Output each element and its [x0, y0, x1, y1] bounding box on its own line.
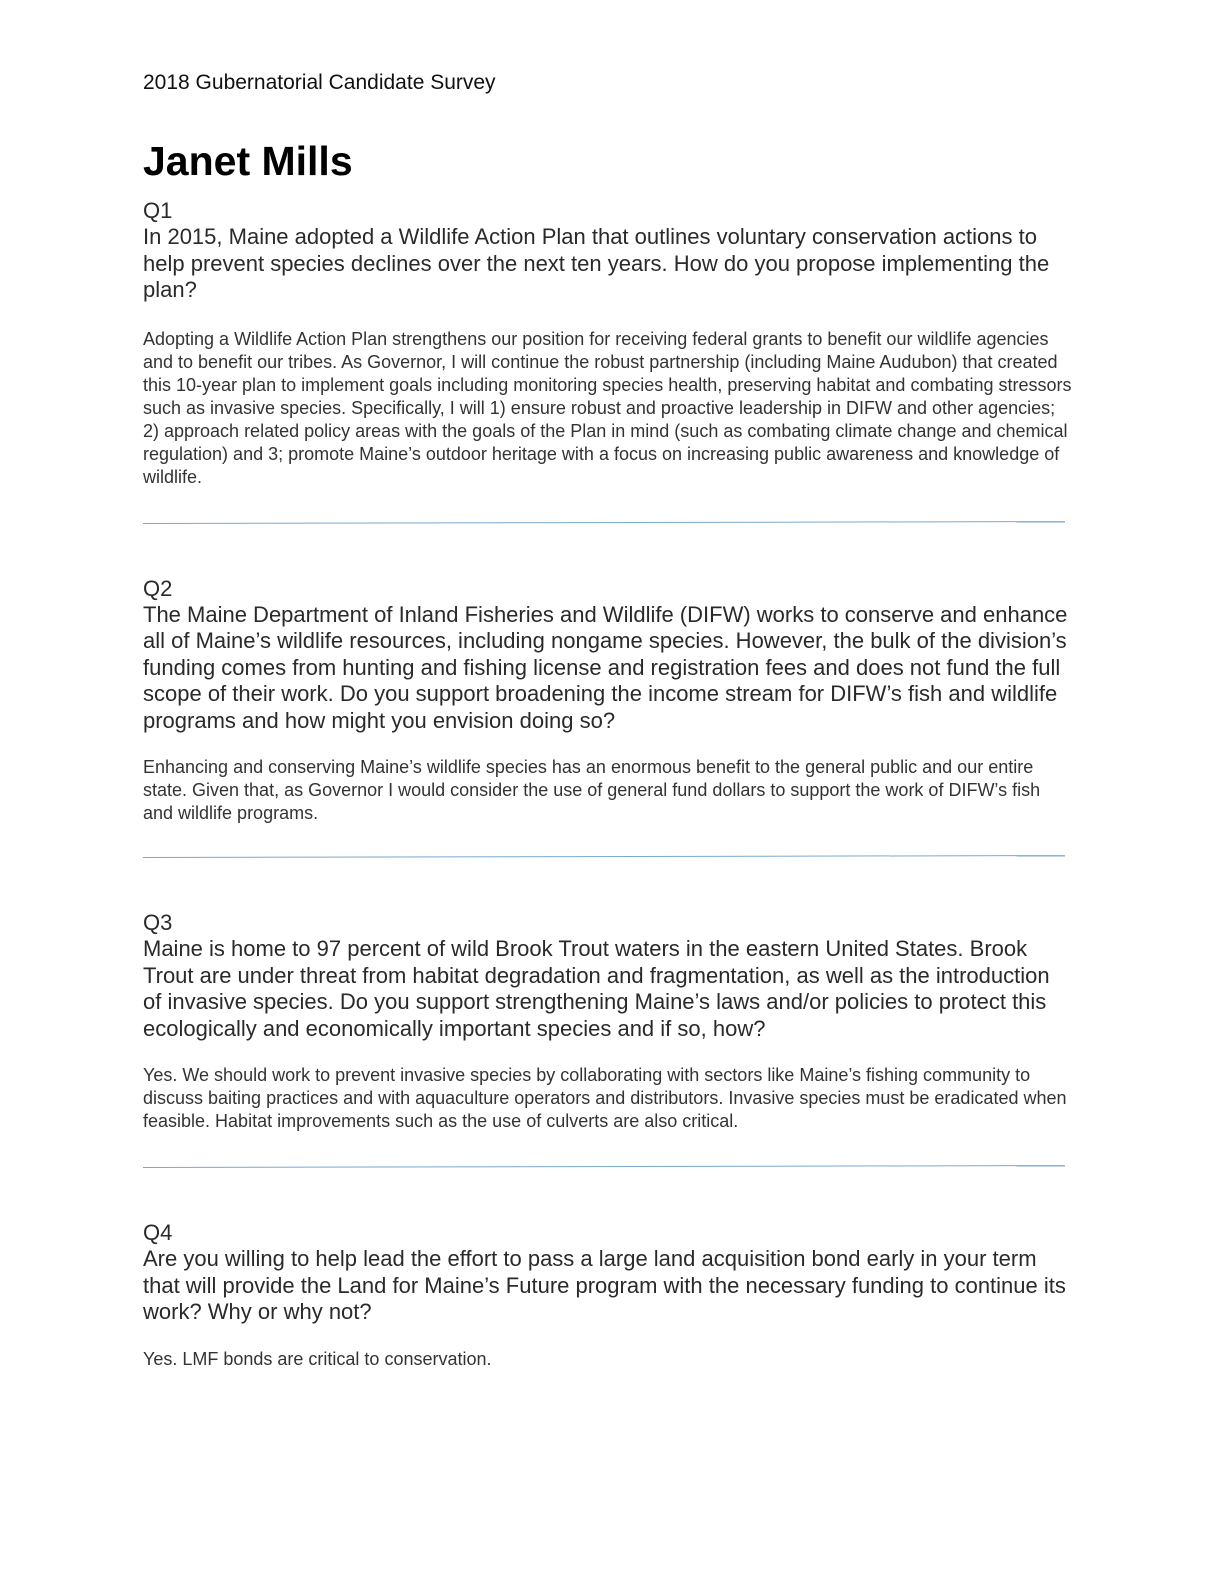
section-divider — [143, 1165, 1065, 1168]
question-number: Q3 — [143, 910, 173, 935]
question-number: Q2 — [143, 575, 173, 601]
answer-text: Yes. We should work to prevent invasive species by collaborating with sectors like Maine’s fishing community to discuss baiting practices and with aquaculture operators and distributors. Invasive species must be eradicated when feasible. Habitat improvements such as the use of culverts are also critical. — [143, 1065, 1067, 1131]
answer-text: Enhancing and conserving Maine’s wildlife species has an enormous benefit to the general public and our entire state. Given that, as Governor I would consider the use of general fund dollars to support the work of DIFW’s fish and wildlife programs. — [143, 757, 1041, 823]
question-text: Maine is home to 97 percent of wild Brook Trout waters in the eastern United States. Brook Trout are under threat from habitat degradation and fragmentation, as well as the introduction of invasive species. Do you support strengthening Maine’s laws and/or policies to protect this ecologically and economically important species and if so, how? — [143, 936, 1050, 1041]
answer-text: Adopting a Wildlife Action Plan strengthens our position for receiving federal grants to benefit our wildlife agencies and to benefit our tribes. As Governor, I will continue the robust partnership (including Maine Audubon) that created this 10-year plan to implement goals including monitoring species health, preserving habitat and combating stressors such as invasive species. Specifically, I will 1) ensure robust and proactive leadership in DIFW and other agencies; 2) approach related policy areas with the goals of the Plan in mind (such as combating climate change and chemical regulation) and 3; promote Maine’s outdoor heritage with a focus on increasing public awareness and knowledge of wildlife. — [143, 328, 1072, 487]
section-divider — [143, 855, 1065, 858]
answer-text: Yes. LMF bonds are critical to conservation. — [143, 1348, 492, 1369]
question-text: Are you willing to help lead the effort to pass a large land acquisition bond early in your term that will provide the Land for Maine’s Future program with the necessary funding to continue its work? Why or why not? — [143, 1246, 1066, 1324]
question-text: In 2015, Maine adopted a Wildlife Action Plan that outlines voluntary conservation actions to help prevent species declines over the next ten years. How do you propose implementing the plan? — [143, 224, 1050, 302]
candidate-name: Janet Mills — [143, 138, 353, 184]
question-number: Q4 — [143, 1220, 173, 1245]
section-divider — [143, 521, 1065, 524]
question-block-4 — [143, 1220, 1073, 1371]
question-block-1 — [143, 198, 1073, 489]
question-number: Q1 — [143, 198, 173, 223]
question-block-2 — [143, 576, 1073, 826]
question-block-3 — [143, 910, 1073, 1133]
document-page — [143, 68, 1073, 1371]
survey-title: 2018 Gubernatorial Candidate Survey — [143, 71, 496, 94]
question-text: The Maine Department of Inland Fisheries and Wildlife (DIFW) works to conserve and enhance all of Maine’s wildlife resources, including nongame species. However, the bulk of the division’s funding comes from hunting and fishing license and registration fees and does not fund the full scope of their work. Do you support broadening the income stream for DIFW’s fish and wildlife programs and how might you envision doing so? — [143, 601, 1068, 733]
